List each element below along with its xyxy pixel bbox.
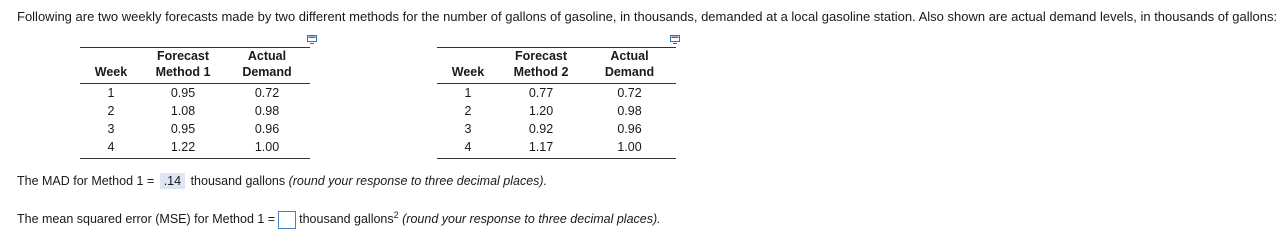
mse-prefix: The mean squared error (MSE) for Method 1 = [17, 212, 276, 227]
table-cell: 3 [464, 122, 472, 136]
column-header: Actual [610, 49, 649, 63]
column-header: Method 2 [499, 64, 583, 84]
mad-question [17, 173, 547, 189]
table-cell: 1.00 [224, 138, 310, 159]
table-cell: 0.98 [617, 104, 642, 118]
table-cell: 1.00 [583, 138, 676, 159]
column-header: Method 1 [142, 64, 224, 84]
copy-table-icon[interactable] [307, 31, 317, 40]
mad-unit: thousand gallons [190, 174, 286, 188]
table-row [437, 138, 676, 159]
table-cell: 1.22 [142, 138, 224, 159]
table-cell: 4 [80, 138, 142, 159]
table-cell: 0.95 [170, 122, 196, 136]
table-cell: 0.72 [617, 86, 642, 100]
problem-intro: Following are two weekly forecasts made by two different methods for the number of gallons of gasoline, in thousands, demanded at a local gasoline station. Also shown are actual demand levels, in thousands of gallons: [17, 9, 1278, 24]
forecast-table-method-2 [437, 47, 676, 159]
table-cell: 2 [464, 104, 472, 118]
table-cell: 2 [107, 104, 115, 118]
mse-answer-input[interactable] [278, 211, 296, 229]
column-header: Forecast [514, 49, 568, 63]
column-header: Demand [583, 64, 676, 84]
table-cell: 0.72 [254, 86, 280, 100]
table-cell: 1 [107, 86, 115, 100]
table-cell: 0.92 [528, 122, 554, 136]
mad-hint: (round your response to three decimal places). [288, 174, 548, 188]
column-header: Week [437, 64, 499, 84]
copy-table-icon[interactable] [670, 31, 680, 40]
column-header: Demand [224, 64, 310, 84]
forecast-table-method-1 [80, 47, 310, 159]
table-cell: 1 [464, 86, 472, 100]
mse-unit-exponent: 2 [393, 210, 399, 220]
mse-hint: (round your response to three decimal places). [402, 212, 661, 227]
mse-question [17, 210, 661, 229]
table-cell: 1.17 [499, 138, 583, 159]
table-row [437, 102, 676, 120]
table-row [80, 102, 310, 120]
mse-unit: thousand gallons [299, 212, 394, 227]
column-header: Forecast [156, 49, 210, 63]
table-cell: 0.95 [170, 86, 196, 100]
table-cell: 3 [107, 122, 115, 136]
table-row [80, 120, 310, 138]
table-cell: 1.20 [528, 104, 554, 118]
table-cell: 1.08 [170, 104, 196, 118]
table-cell: 0.98 [254, 104, 280, 118]
table-row [437, 84, 676, 103]
mad-prefix: The MAD for Method 1 = [17, 174, 155, 188]
table-cell: 4 [437, 138, 499, 159]
table-cell: 0.96 [254, 122, 280, 136]
table-row [80, 84, 310, 103]
table-cell: 0.96 [617, 122, 642, 136]
table-row [80, 138, 310, 159]
column-header: Week [80, 64, 142, 84]
mad-answer-field[interactable]: .14 [160, 173, 185, 189]
table-cell: 0.77 [528, 86, 554, 100]
column-header: Actual [247, 49, 287, 63]
table-row [437, 120, 676, 138]
